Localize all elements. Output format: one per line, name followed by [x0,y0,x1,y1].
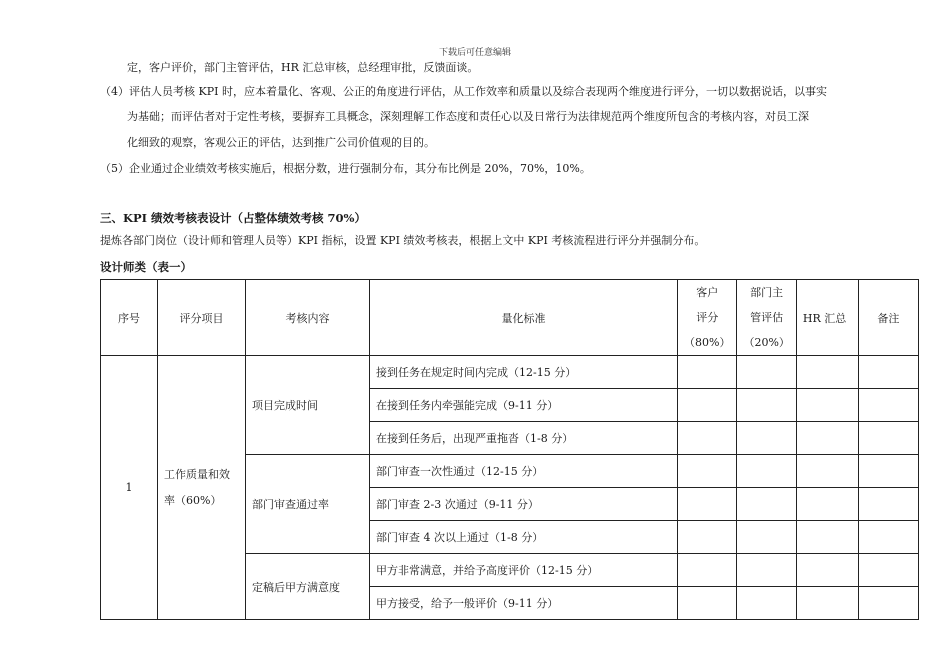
table-title: 设计师类（表一） [100,260,192,274]
header-note: 备注 [858,280,918,356]
hr-summary-cell[interactable] [796,521,858,554]
manager-score-cell[interactable] [737,389,796,422]
note-cell[interactable] [858,488,918,521]
section-heading: 三、KPI 绩效考核表设计（占整体绩效考核 70%） [100,211,366,225]
table-row [101,356,919,389]
content-client-satisfaction: 定稿后甲方满意度 [246,554,370,620]
header-hr-summary: HR 汇总 [796,280,858,356]
paragraph-4-line-2: 为基础；而评估者对于定性考核，要摒弃工具概念，深刻理解工作态度和责任心以及日常行为法律规范两个维度所包含的考核内容，对员工深 [127,110,809,123]
watermark-text: 下载后可任意编辑 [438,48,511,58]
client-score-cell[interactable] [678,389,737,422]
hr-summary-cell[interactable] [796,455,858,488]
note-cell[interactable] [858,422,918,455]
standard-cell: 接到任务在规定时间内完成（12-15 分） [370,356,678,389]
paragraph-continuation: 定，客户评价，部门主管评估，HR 汇总审核，总经理审批，反馈面谈。 [127,61,479,74]
header-manager-score: 部门主 管评估 （20%） [737,280,796,356]
header-item: 评分项目 [158,280,246,356]
content-review-pass-rate: 部门审查通过率 [246,455,370,554]
client-score-cell[interactable] [678,455,737,488]
manager-score-cell[interactable] [737,422,796,455]
manager-score-cell[interactable] [737,488,796,521]
hr-summary-cell[interactable] [796,389,858,422]
client-score-cell[interactable] [678,587,737,620]
manager-score-cell[interactable] [737,587,796,620]
header-seq: 序号 [101,280,158,356]
paragraph-4-line-1: （4）评估人员考核 KPI 时，应本着量化、客观、公正的角度进行评估，从工作效率和质量以及综合表现两个维度进行评分，一切以数据说话，以事实 [100,85,827,98]
hr-summary-cell[interactable] [796,554,858,587]
kpi-table [100,279,919,620]
section-intro: 提炼各部门岗位（设计师和管理人员等）KPI 指标，设置 KPI 绩效考核表，根据上文中 KPI 考核流程进行评分并强制分布。 [100,234,706,247]
note-cell[interactable] [858,554,918,587]
note-cell[interactable] [858,389,918,422]
row-seq: 1 [101,356,158,620]
note-cell[interactable] [858,587,918,620]
manager-score-cell[interactable] [737,554,796,587]
paragraph-4-line-3: 化细致的观察，客观公正的评估，达到推广公司价值观的目的。 [127,136,435,149]
paragraph-5: （5）企业通过企业绩效考核实施后，根据分数，进行强制分布，其分布比例是 20%，70%，10%。 [100,162,591,175]
client-score-cell[interactable] [678,521,737,554]
hr-summary-cell[interactable] [796,488,858,521]
header-content: 考核内容 [246,280,370,356]
manager-score-cell[interactable] [737,455,796,488]
manager-score-cell[interactable] [737,521,796,554]
client-score-cell[interactable] [678,554,737,587]
hr-summary-cell[interactable] [796,587,858,620]
row-item: 工作质量和效 率（60%） [158,356,246,620]
standard-cell: 甲方非常满意，并给予高度评价（12-15 分） [370,554,678,587]
standard-cell: 部门审查 2-3 次通过（9-11 分） [370,488,678,521]
note-cell[interactable] [858,455,918,488]
standard-cell: 在接到任务内牵强能完成（9-11 分） [370,389,678,422]
manager-score-cell[interactable] [737,356,796,389]
content-completion-time: 项目完成时间 [246,356,370,455]
standard-cell: 甲方接受，给予一般评价（9-11 分） [370,587,678,620]
header-standard: 量化标准 [370,280,678,356]
note-cell[interactable] [858,521,918,554]
table-header-row [101,280,919,356]
hr-summary-cell[interactable] [796,356,858,389]
note-cell[interactable] [858,356,918,389]
standard-cell: 部门审查一次性通过（12-15 分） [370,455,678,488]
client-score-cell[interactable] [678,356,737,389]
standard-cell: 部门审查 4 次以上通过（1-8 分） [370,521,678,554]
client-score-cell[interactable] [678,488,737,521]
header-client-score: 客户 评分 （80%） [678,280,737,356]
hr-summary-cell[interactable] [796,422,858,455]
standard-cell: 在接到任务后，出现严重拖沓（1-8 分） [370,422,678,455]
client-score-cell[interactable] [678,422,737,455]
